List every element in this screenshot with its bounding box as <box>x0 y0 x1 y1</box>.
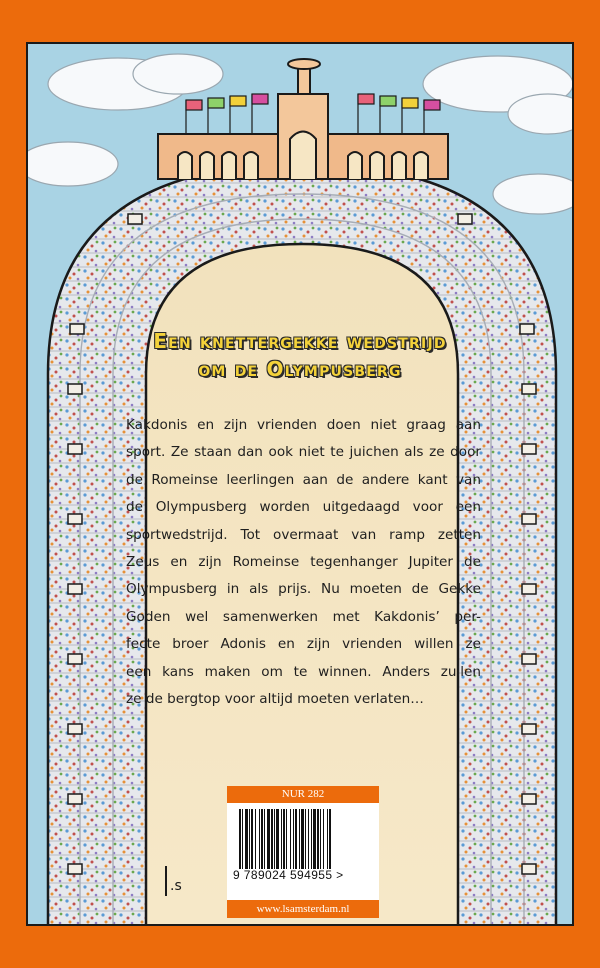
barcode-stripe <box>259 809 260 869</box>
barcode-block <box>227 786 379 918</box>
barcode-stripe <box>267 809 270 869</box>
barcode-stripe <box>329 809 331 869</box>
barcode-stripe <box>276 809 279 869</box>
barcode-stripe <box>320 809 321 869</box>
blurb-line: Zeus en zijn Romeinse tegenhanger Jupiter de <box>126 554 481 571</box>
barcode-stripe <box>283 809 285 869</box>
barcode-stripe <box>301 809 304 869</box>
barcode-stripe <box>327 809 328 869</box>
barcode-stripe <box>271 809 273 869</box>
barcode-stripe <box>290 809 291 869</box>
blurb-line: sportwedstrijd. Tot overmaat van ramp zetten <box>126 526 481 543</box>
barcode-stripe <box>274 809 275 869</box>
logo-text: .s <box>170 878 182 894</box>
blurb-line: een kans maken om te winnen. Anders zullen <box>126 663 481 680</box>
barcode-stripe <box>245 809 248 869</box>
blurb-line: Goden wel samenwerken met Kakdonis’ per- <box>126 608 481 625</box>
barcode-stripe <box>305 809 306 869</box>
barcode-stripe <box>308 809 309 869</box>
blurb-line: fecte broer Adonis en zijn vrienden willen ze <box>126 636 481 653</box>
barcode-stripe <box>255 809 256 869</box>
barcode-stripe <box>295 809 297 869</box>
blurb-text <box>126 412 481 713</box>
barcode-stripe <box>281 809 282 869</box>
blurb-line: ze de bergtop voor altijd moeten verlaten… <box>126 691 424 708</box>
barcode-stripe <box>264 809 265 869</box>
barcode-stripe <box>261 809 263 869</box>
blurb-line: Kakdonis en zijn vrienden doen niet graag aan <box>126 417 481 433</box>
barcode-stripe <box>293 809 294 869</box>
headline-line-2: om de Olympusberg <box>198 357 402 381</box>
barcode-stripe <box>299 809 300 869</box>
blurb-line: Olympusberg in als prijs. Nu moeten de Gekke <box>126 581 481 598</box>
isbn-digits: 9 789024 594955 > <box>233 868 344 882</box>
blurb-line: sport. Ze staan dan ook niet te juichen als ze door <box>126 444 481 461</box>
barcode-stripe <box>242 809 243 869</box>
barcode-stripe <box>239 809 241 869</box>
barcode-stripe <box>311 809 312 869</box>
barcode-panel <box>227 803 379 900</box>
nur-label: NUR 282 <box>227 786 379 803</box>
website-link[interactable]: www.lsamsterdam.nl <box>227 900 379 918</box>
headline-line-1: Een knettergekke wedstrijd <box>153 329 447 353</box>
barcode-stripe <box>251 809 253 869</box>
barcode-stripe <box>317 809 319 869</box>
blurb-line: de Romeinse leerlingen aan de andere kant van <box>126 471 481 488</box>
barcode-stripe <box>313 809 316 869</box>
barcode-stripe <box>249 809 250 869</box>
blurb-line: de Olympusberg worden uitgedaagd voor een <box>126 499 481 516</box>
barcode-stripe <box>286 809 287 869</box>
logo-bar <box>165 866 167 896</box>
barcode-stripe <box>323 809 324 869</box>
headline <box>100 327 500 383</box>
